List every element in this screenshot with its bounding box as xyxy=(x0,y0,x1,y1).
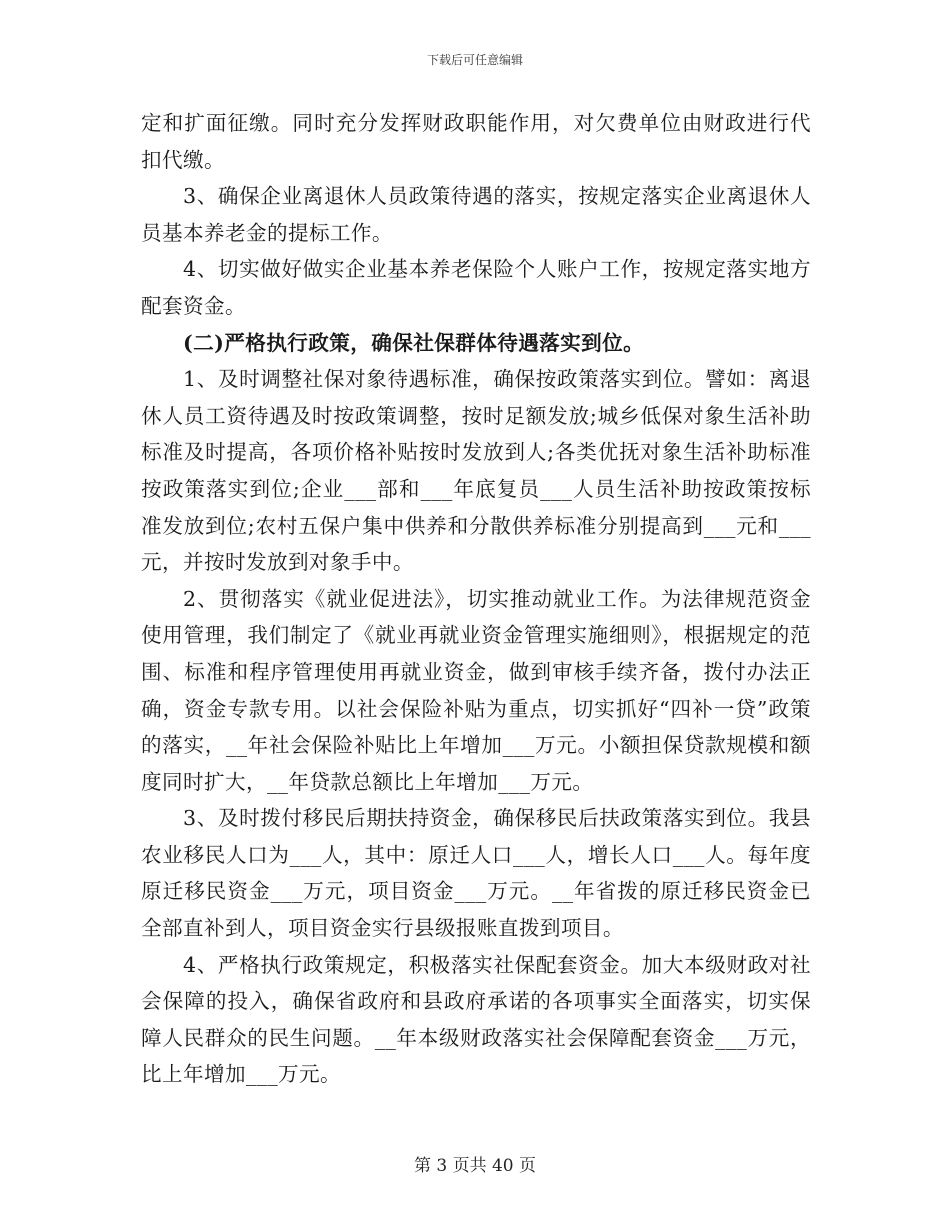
document-body xyxy=(141,105,811,1093)
header-text: 下载后可任意编辑 xyxy=(426,53,523,67)
paragraph-item-4: 4、切实做好做实企业基本养老保险个人账户工作，按规定落实地方配套资金。 xyxy=(141,257,811,318)
paragraph-continuation: 定和扩面征缴。同时充分发挥财政职能作用，对欠费单位由财政进行代扣代缴。 xyxy=(141,111,811,172)
page-footer xyxy=(0,1156,950,1176)
paragraph-sub-item-1: 1、及时调整社保对象待遇标准，确保按政策落实到位。譬如：离退休人员工资待遇及时按政策调整，按时足额发放;城乡低保对象生活补助标准及时提高，各项价格补贴按时发放到人;各类优抚对象生活补助标准按政策落实到位;企业___部和___年底复员___人员生活补助按政策按标准发放到位;农村五保户集中供养和分散供养标准分别提高到___元和___元，并按时发放到对象手中。 xyxy=(141,367,811,575)
paragraph-sub-item-2: 2、贯彻落实《就业促进法》，切实推动就业工作。为法律规范资金使用管理，我们制定了《就业再就业资金管理实施细则》，根据规定的范围、标准和程序管理使用再就业资金，做到审核手续齐备，拨付办法正确，资金专款专用。以社会保险补贴为重点，切实抓好“四补一贷”政策的落实，__年社会保险补贴比上年增加___万元。小额担保贷款规模和额度同时扩大，__年贷款总额比上年增加___万元。 xyxy=(141,586,811,794)
section-heading: (二)严格执行政策，确保社保群体待遇落实到位。 xyxy=(183,330,645,355)
paragraph-sub-item-3: 3、及时拨付移民后期扶持资金，确保移民后扶政策落实到位。我县农业移民人口为___人，其中：原迁人口___人，增长人口___人。每年度原迁移民资金___万元，项目资金___万元。__年省拨的原迁移民资金已全部直补到人，项目资金实行县级报账直拨到项目。 xyxy=(141,806,811,941)
paragraph-sub-item-4: 4、严格执行政策规定，积极落实社保配套资金。加大本级财政对社会保障的投入，确保省政府和县政府承诺的各项事实全面落实，切实保障人民群众的民生问题。__年本级财政落实社会保障配套资金___万元，比上年增加___万元。 xyxy=(141,952,811,1087)
page-number: 第 3 页共 40 页 xyxy=(413,1156,537,1176)
page-header xyxy=(0,52,950,68)
paragraph-item-3: 3、确保企业离退休人员政策待遇的落实，按规定落实企业离退休人员基本养老金的提标工作。 xyxy=(141,184,811,245)
